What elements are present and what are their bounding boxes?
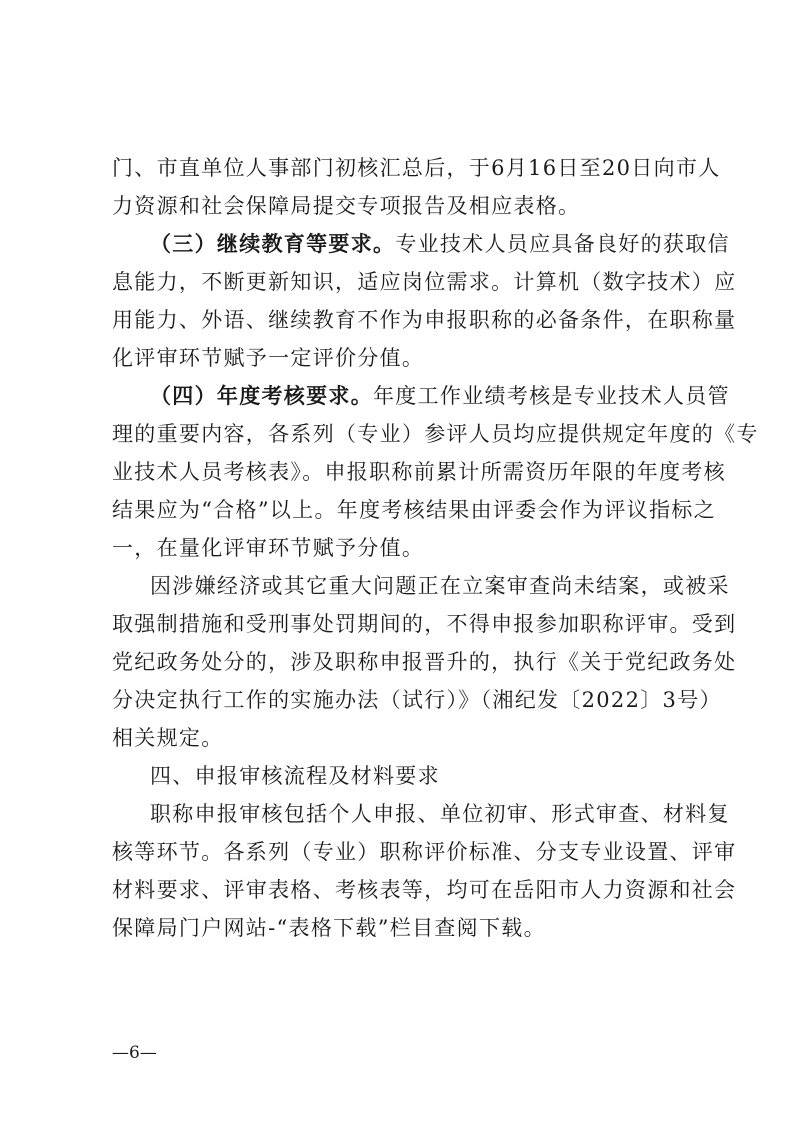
- paragraph-line: 因涉嫌经济或其它重大问题正在立案审查尚未结案，或被采: [150, 574, 730, 598]
- paragraph-line: 取强制措施和受刑事处罚期间的，不得申报参加职称评审。受到: [112, 612, 737, 636]
- paragraph-text: 年度工作业绩考核是专业技术人员管: [373, 384, 730, 408]
- paragraph-line: 一，在量化评审环节赋予分值。: [112, 536, 425, 560]
- paragraph-line: 力资源和社会保障局提交专项报告及相应表格。: [112, 194, 581, 218]
- paragraph-line: 材料要求、评审表格、考核表等，均可在岳阳市人力资源和社会: [112, 878, 737, 902]
- paragraph-line: 理的重要内容，各系列（专业）参评人员均应提供规定年度的《专: [112, 422, 759, 446]
- paragraph-line: 用能力、外语、继续教育不作为申报职称的必备条件，在职称量: [112, 308, 737, 332]
- paragraph-line: 结果应为“合格”以上。年度考核结果由评委会作为评议指标之: [112, 498, 716, 522]
- paragraph-line: 核等环节。各系列（专业）职称评价标准、分支专业设置、评审: [112, 840, 737, 864]
- paragraph-line: [150, 382, 730, 410]
- subsection-heading-4: （四）年度考核要求。: [150, 384, 373, 408]
- paragraph-line: 保障局门户网站-“表格下载”栏目查阅下载。: [112, 916, 546, 940]
- paragraph-line: 门、市直单位人事部门初核汇总后，于6月16日至20日向市人: [112, 156, 721, 180]
- section-heading: 四、申报审核流程及材料要求: [150, 764, 440, 788]
- paragraph-line: 分决定执行工作的实施办法（试行）》（湘纪发〔2022〕3号）: [112, 688, 722, 712]
- subsection-heading-3: （三）继续教育等要求。: [150, 232, 396, 256]
- page-number: —6—: [112, 1043, 157, 1063]
- paragraph-line: 化评审环节赋予一定评价分值。: [112, 346, 425, 370]
- paragraph-line: 息能力，不断更新知识，适应岗位需求。计算机（数字技术）应: [112, 270, 737, 294]
- paragraph-line: 相关规定。: [112, 726, 224, 750]
- paragraph-line: 业技术人员考核表》。申报职称前累计所需资历年限的年度考核: [112, 460, 726, 484]
- paragraph-text: 专业技术人员应具备良好的获取信: [395, 232, 730, 256]
- paragraph-line: [150, 230, 730, 258]
- paragraph-line: 职称申报审核包括个人申报、单位初审、形式审查、材料复: [150, 802, 730, 826]
- paragraph-line: 党纪政务处分的，涉及职称申报晋升的，执行《关于党纪政务处: [112, 650, 737, 674]
